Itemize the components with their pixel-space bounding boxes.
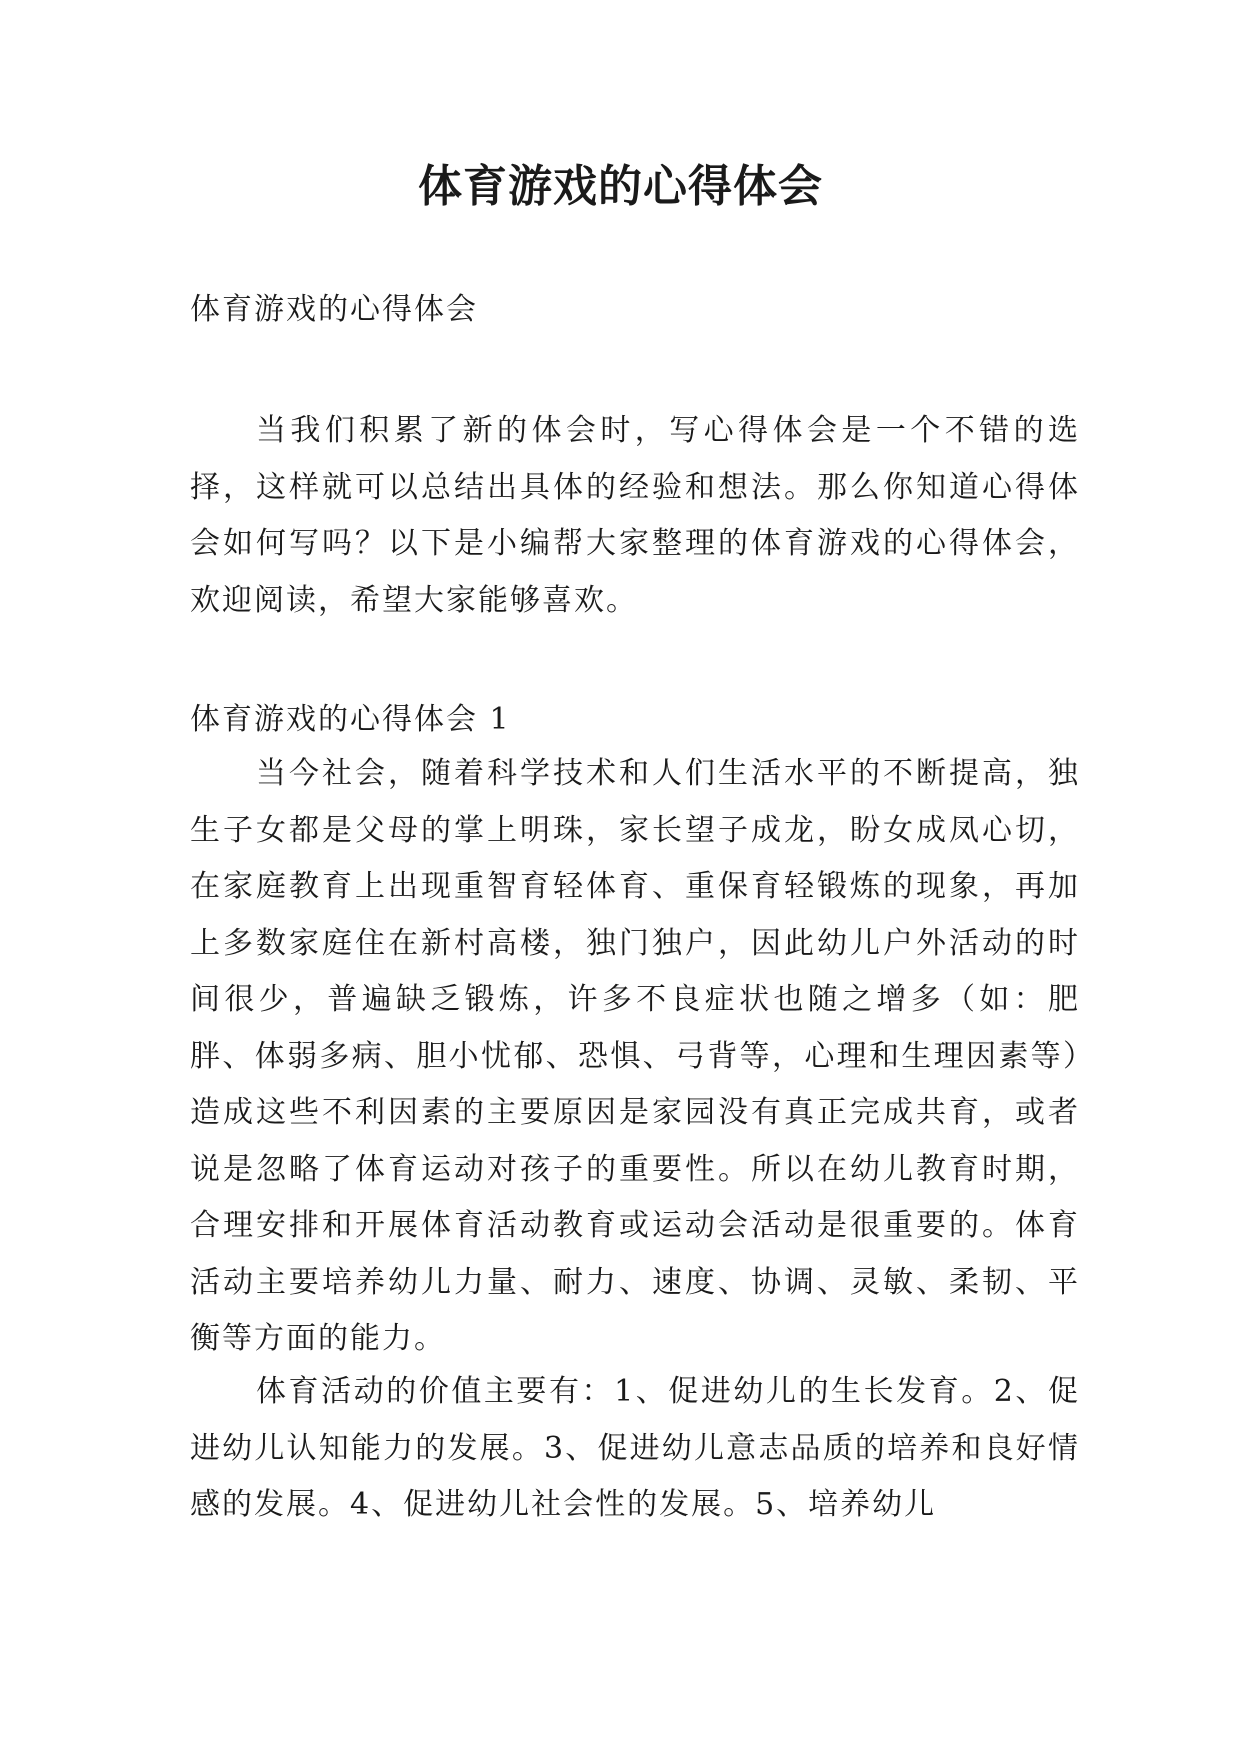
section-heading: 体育游戏的心得体会 1 <box>190 702 511 737</box>
document-title: 体育游戏的心得体会 <box>418 161 823 212</box>
intro-paragraph: 当我们积累了新的体会时，写心得体会是一个不错的选择，这样就可以总结出具体的经验和想法。那么你知道心得体会如何写吗？以下是小编帮大家整理的体育游戏的心得体会，欢迎阅读，希望大家能够喜欢。 <box>190 413 1080 618</box>
document-subtitle: 体育游戏的心得体会 <box>190 292 478 327</box>
body-paragraph-2: 体育活动的价值主要有：1、促进幼儿的生长发育。2、促进幼儿认知能力的发展。3、促进幼儿意志品质的培养和良好情感的发展。4、促进幼儿社会性的发展。5、培养幼儿 <box>190 1374 1080 1522</box>
body-paragraph-1: 当今社会，随着科学技术和人们生活水平的不断提高，独生子女都是父母的掌上明珠，家长望子成龙，盼女成凤心切，在家庭教育上出现重智育轻体育、重保育轻锻炼的现象，再加上多数家庭住在新村高楼，独门独户，因此幼儿户外活动的时间很少，普遍缺乏锻炼，许多不良症状也随之增多（如：肥胖、体弱多病、胆小忧郁、恐惧、弓背等，心理和生理因素等）造成这些不利因素的主要原因是家园没有真正完成共育，或者说是忽略了体育运动对孩子的重要性。所以在幼儿教育时期，合理安排和开展体育活动教育或运动会活动是很重要的。体育活动主要培养幼儿力量、耐力、速度、协调、灵敏、柔韧、平衡等方面的能力。 <box>190 756 1080 1356</box>
